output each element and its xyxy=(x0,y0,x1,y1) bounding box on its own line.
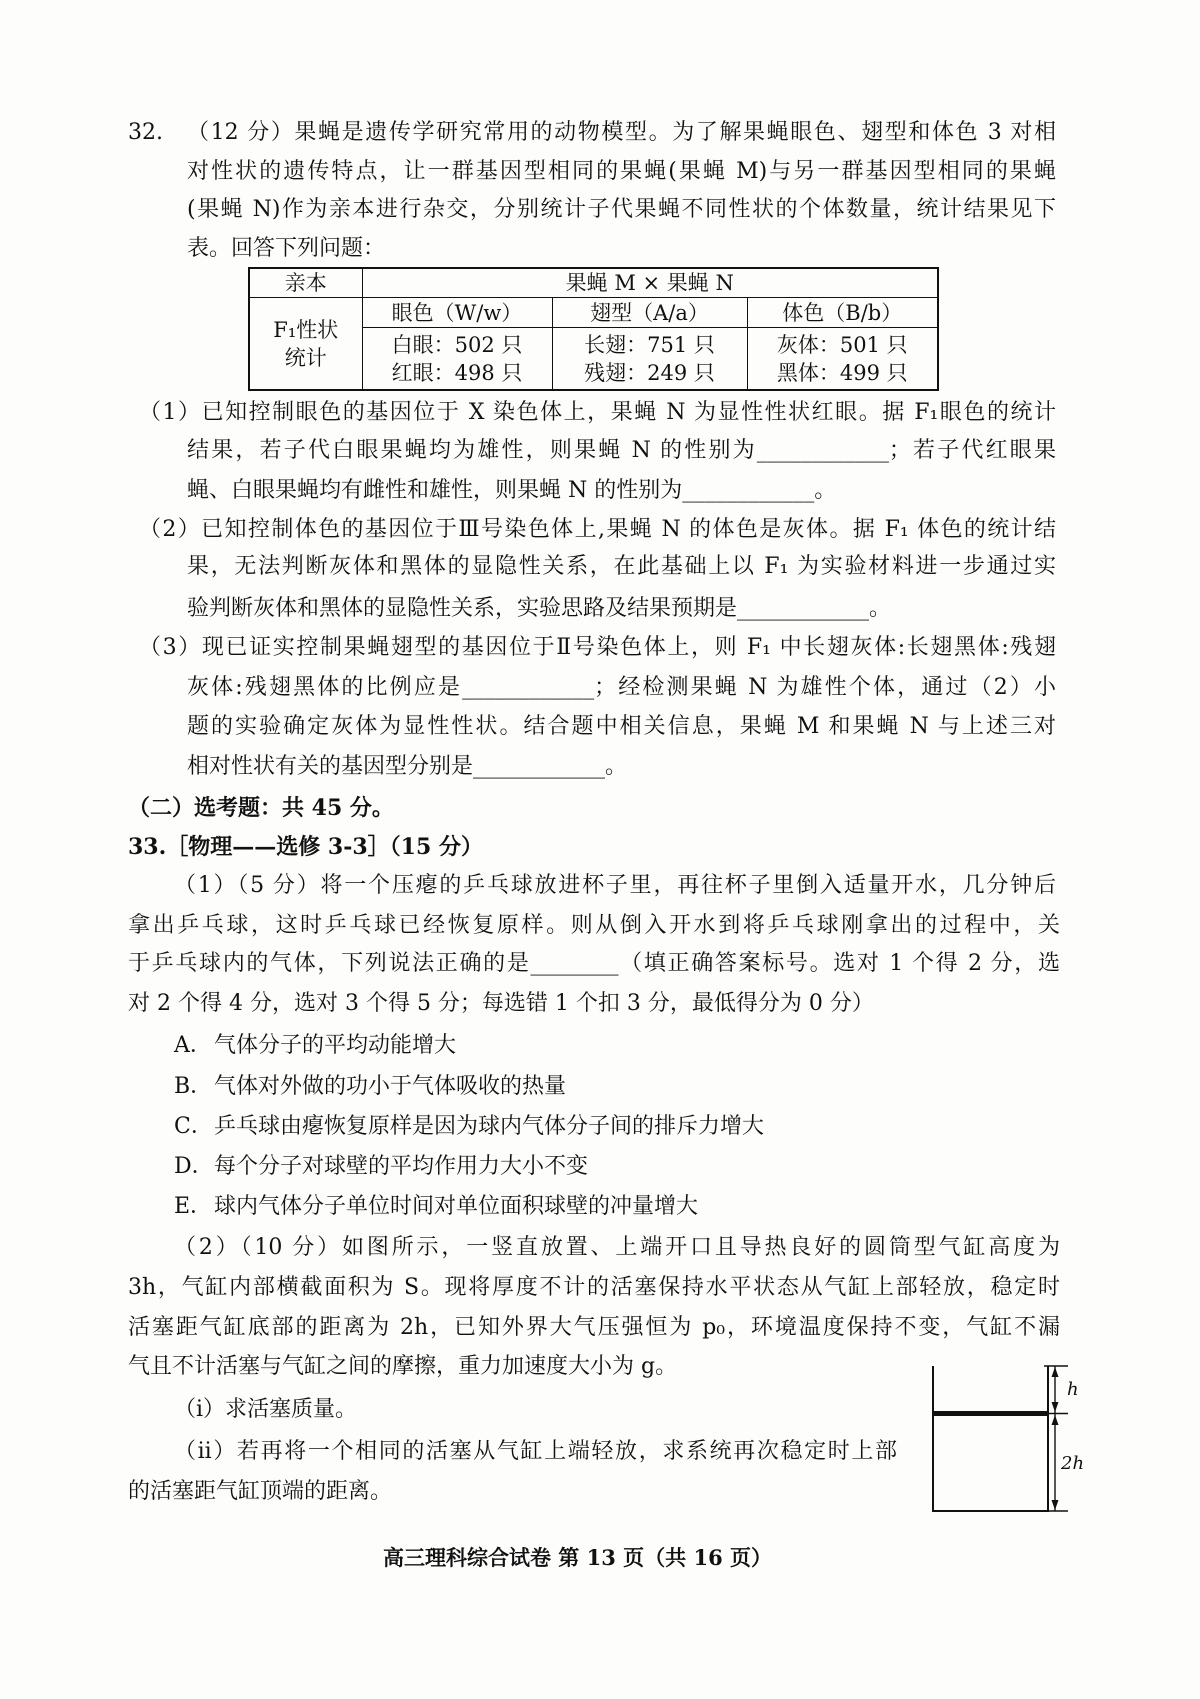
table-cross: 果蝇 M × 果蝇 N xyxy=(362,268,938,298)
option-text: 乒乓球由瘪恢复原样是因为球内气体分子间的排斥力增大 xyxy=(214,1114,765,1139)
arrow-up-icon xyxy=(1052,1415,1059,1425)
q32-sub3-line: 相对性状有关的基因型分别是____________。 xyxy=(187,754,628,779)
table-value: 灰体：501 只 xyxy=(776,332,908,357)
option-text: 球内气体分子单位时间对单位面积球壁的冲量增大 xyxy=(214,1194,699,1219)
q32-stem-line: （12 分）果蝇是遗传学研究常用的动物模型。为了解果蝇眼色、翅型和体色 3 对相 xyxy=(187,120,1056,145)
q32-sub3-line: 灰体:残翅黑体的比例应是____________；经检测果蝇 N 为雄性个体，通过（2）小 xyxy=(187,675,1056,700)
page-footer: 高三理科综合试卷 第 13 页（共 16 页） xyxy=(383,1545,773,1570)
arrow-up-icon xyxy=(1052,1367,1059,1377)
q32-stem-line: 表。回答下列问题： xyxy=(187,236,386,261)
q33-part2-line: 3h，气缸内部横截面积为 S。现将厚度不计的活塞保持水平状态从气缸上部轻放，稳定时 xyxy=(128,1275,1060,1300)
option-label: D． xyxy=(174,1154,214,1179)
q32-sub2-line: （2）已知控制体色的基因位于Ⅲ号染色体上,果蝇 N 的体色是灰体。据 F₁ 体色的统计结 xyxy=(139,517,1056,542)
table-stats-label-line: 统计 xyxy=(284,345,327,370)
option-b xyxy=(174,1072,566,1102)
option-c xyxy=(174,1112,764,1142)
arrow-down-icon xyxy=(1052,1402,1059,1412)
table-stats-label-line: F₁性状 xyxy=(273,317,339,342)
q33-part1-line: 于乒乓球内的气体，下列说法正确的是________（填正确答案标号。选对 1 个得 2 分，选 xyxy=(128,951,1060,976)
option-label: A． xyxy=(174,1033,212,1058)
q33-part2-line: 活塞距气缸底部的距离为 2h，已知外界大气压强恒为 p₀，环境温度保持不变，气缸不漏 xyxy=(128,1315,1060,1340)
label-2h: 2h xyxy=(1061,1453,1085,1474)
table-header-body-color: 体色（B/b） xyxy=(747,298,938,328)
option-d xyxy=(174,1152,588,1182)
q33-part2-line: （2）（10 分）如图所示，一竖直放置、上端开口且导热良好的圆筒型气缸高度为 xyxy=(174,1235,1060,1260)
q32-sub3-line: （3）现已证实控制果蝇翅型的基因位于Ⅱ号染色体上，则 F₁ 中长翅灰体:长翅黑体:残翅 xyxy=(139,635,1056,660)
table-parent-label: 亲本 xyxy=(249,268,362,298)
q33-header: 33.［物理——选修 3-3］（15 分） xyxy=(128,834,483,860)
arrow-down-icon xyxy=(1052,1500,1059,1510)
table-header-eye-color: 眼色（W/w） xyxy=(362,298,552,328)
table-cell-body-color xyxy=(747,328,938,391)
q32-number: 32. xyxy=(128,120,163,145)
q32-stem-line: 对性状的遗传特点，让一群基因型相同的果蝇(果蝇 M)与另一群基因型相同的果蝇 xyxy=(187,159,1056,184)
q33-part1-line: 对 2 个得 4 分，选对 3 个得 5 分；每选错 1 个扣 3 分，最低得分为 0 分） xyxy=(128,991,874,1016)
option-text: 气体对外做的功小于气体吸收的热量 xyxy=(214,1074,567,1099)
table-header-wing-type: 翅型（A/a） xyxy=(552,298,747,328)
option-label: E． xyxy=(174,1194,213,1219)
piston xyxy=(933,1411,1048,1416)
cylinder-piston-figure xyxy=(918,1356,1098,1526)
option-text: 每个分子对球壁的平均作用力大小不变 xyxy=(214,1154,589,1179)
q33-part2-i: （i）求活塞质量。 xyxy=(174,1397,358,1422)
option-text: 气体分子的平均动能增大 xyxy=(214,1033,457,1058)
q33-part2-line: 气且不计活塞与气缸之间的摩擦，重力加速度大小为 g。 xyxy=(128,1354,678,1379)
table-value: 残翅：249 只 xyxy=(584,360,715,385)
q32-sub2-line: 验判断灰体和黑体的显隐性关系，实验思路及结果预期是____________。 xyxy=(187,596,892,621)
q33-part2-ii-line: （ii）若再将一个相同的活塞从气缸上端轻放，求系统再次稳定时上部 xyxy=(174,1439,897,1464)
option-label: B． xyxy=(174,1074,213,1099)
q33-part2-ii-line: 的活塞距气缸顶端的距离。 xyxy=(128,1479,393,1504)
q33-part1-line: （1）（5 分）将一个压瘪的乒乓球放进杯子里，再往杯子里倒入适量开水，几分钟后 xyxy=(174,873,1056,898)
q33-part1-line: 拿出乒乓球，这时乒乓球已经恢复原样。则从倒入开水到将乒乓球刚拿出的过程中，关 xyxy=(128,913,1060,938)
q32-sub1-line: 结果，若子代白眼果蝇均为雄性，则果蝇 N 的性别为____________；若子代红眼果 xyxy=(187,438,1056,463)
q32-sub3-line: 题的实验确定灰体为显性性状。结合题中相关信息，果蝇 M 和果蝇 N 与上述三对 xyxy=(187,714,1056,739)
section-heading: （二）选考题：共 45 分。 xyxy=(128,795,394,821)
q32-sub1-line: （1）已知控制眼色的基因位于 X 染色体上，果蝇 N 为显性性状红眼。据 F₁眼色的统计 xyxy=(139,400,1056,425)
table-value: 红眼：498 只 xyxy=(391,360,523,385)
table-value: 白眼：502 只 xyxy=(391,332,523,357)
option-a xyxy=(174,1031,456,1061)
table-cell-eye-color xyxy=(362,328,552,391)
table-value: 黑体：499 只 xyxy=(776,360,908,385)
table-cell-wing-type xyxy=(552,328,747,391)
q32-stem-line: (果蝇 N)作为亲本进行杂交，分别统计子代果蝇不同性状的个体数量，统计结果见下 xyxy=(187,197,1056,222)
q32-statistics-table xyxy=(248,267,937,391)
q32-sub2-line: 果，无法判断灰体和黑体的显隐性关系，在此基础上以 F₁ 为实验材料进一步通过实 xyxy=(187,554,1056,579)
option-e xyxy=(174,1192,698,1222)
table-value: 长翅：751 只 xyxy=(584,332,715,357)
label-h: h xyxy=(1067,1379,1079,1400)
table-stats-label xyxy=(249,298,362,391)
q32-sub1-line: 蝇、白眼果蝇均有雌性和雄性，则果蝇 N 的性别为____________。 xyxy=(187,478,837,503)
option-label: C． xyxy=(174,1114,213,1139)
